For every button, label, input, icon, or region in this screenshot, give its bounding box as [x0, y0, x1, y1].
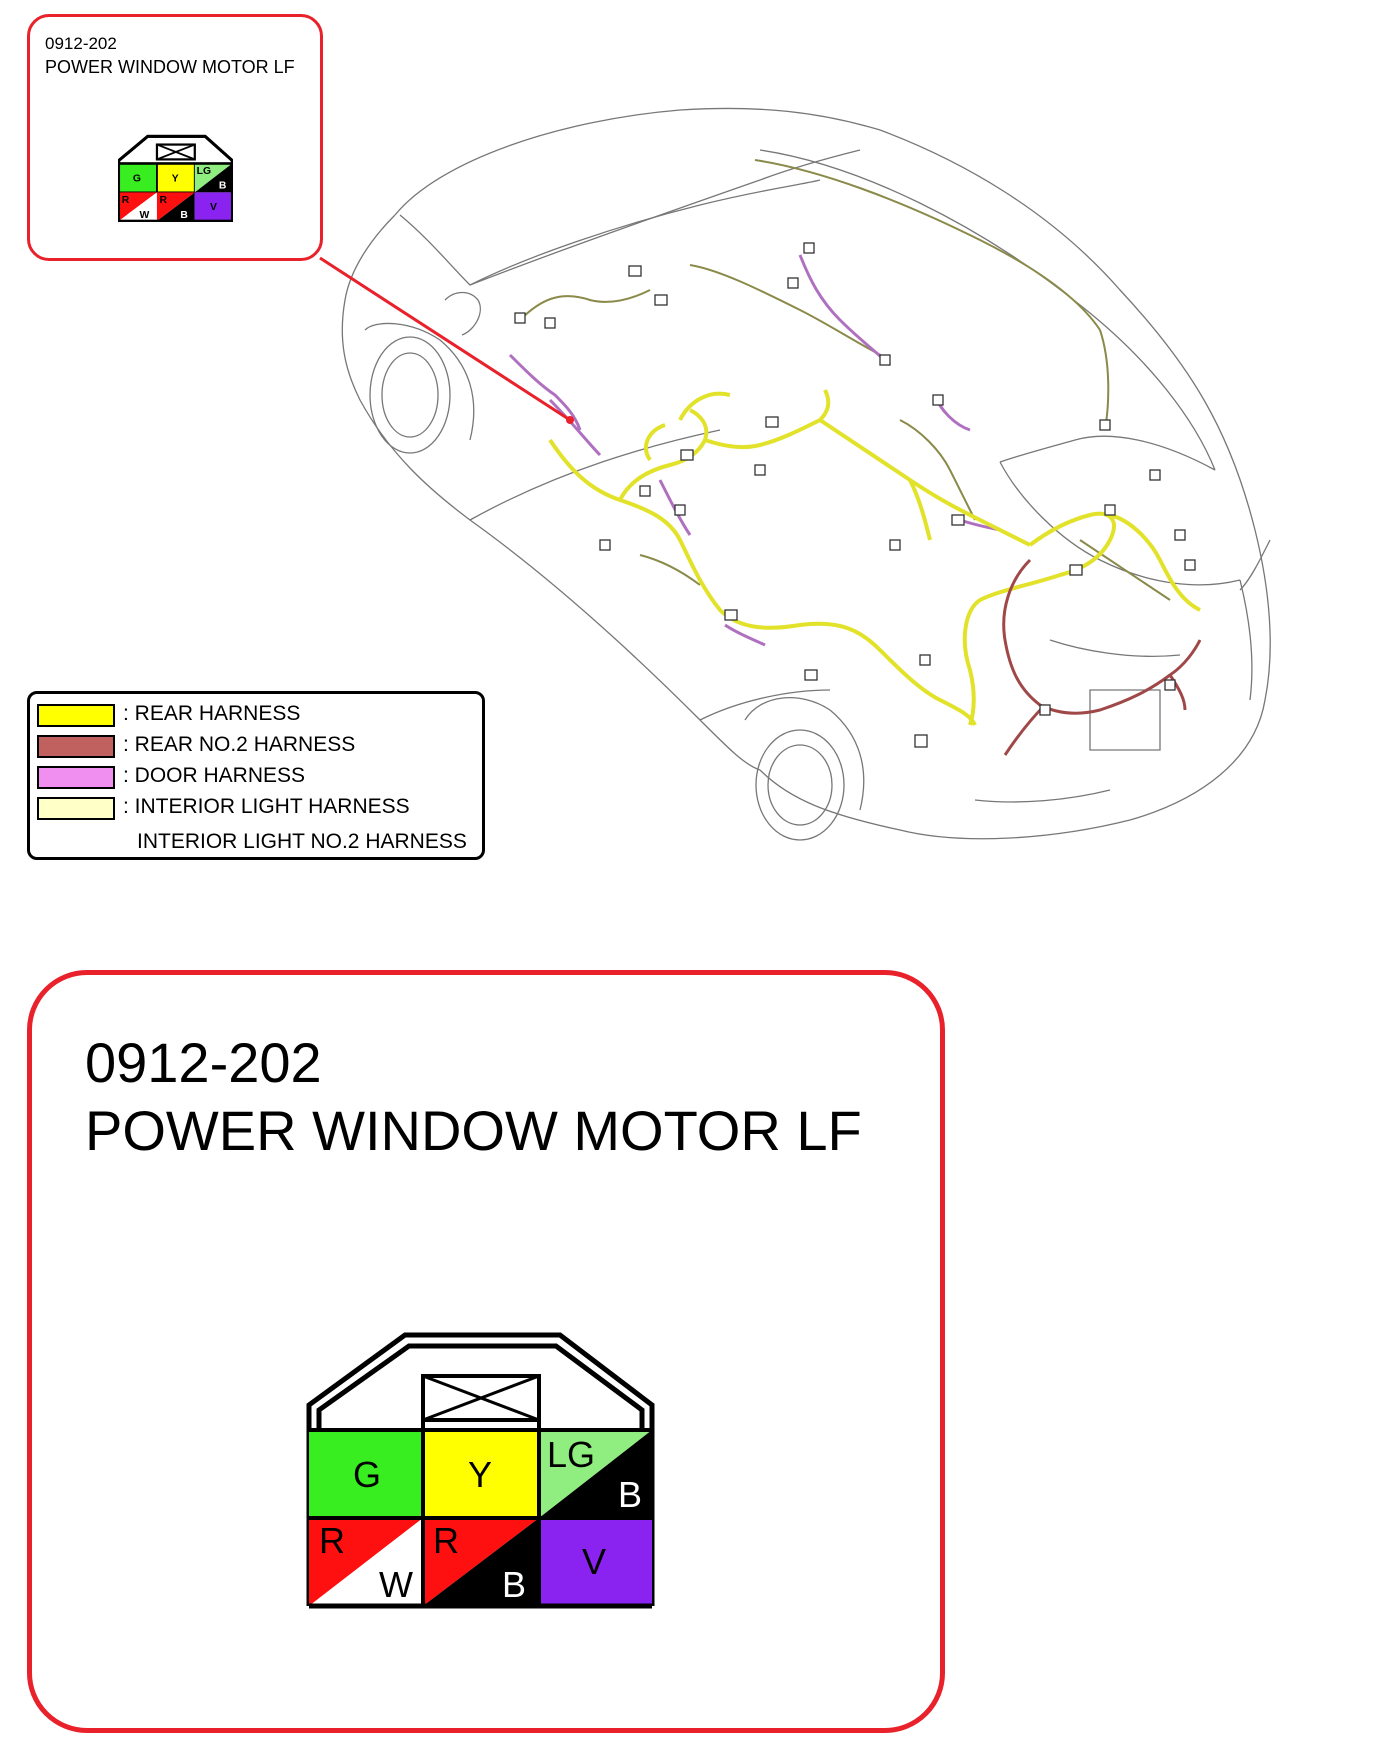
pin-label-rw-r: R — [319, 1520, 345, 1561]
connector-face-small-labels — [118, 125, 233, 222]
connector-code-small: 0912-202 — [45, 34, 117, 53]
small-pin-label-v: V — [210, 201, 217, 213]
pin-label-rb-r: R — [433, 1520, 459, 1561]
pin-label-rb-b: B — [502, 1564, 527, 1605]
connector-name-large: POWER WINDOW MOTOR LF — [85, 1099, 862, 1162]
connector-name-small: POWER WINDOW MOTOR LF — [45, 57, 295, 77]
small-pin-label-rw-r: R — [121, 195, 130, 207]
small-pin-label-rb-b: B — [180, 210, 188, 222]
pin-label-lg: LG — [547, 1434, 596, 1475]
small-pin-label-y: Y — [171, 173, 179, 185]
legend-label-door: : DOOR HARNESS — [123, 764, 306, 787]
connector-code-large: 0912-202 — [85, 1031, 322, 1094]
harness-legend — [27, 691, 485, 860]
connector-face-large — [305, 1310, 657, 1610]
pin-label-g: G — [353, 1454, 382, 1495]
legend-label-rear: : REAR HARNESS — [123, 702, 301, 725]
small-pin-label-rw-w: W — [139, 210, 150, 222]
legend-swatch-rear — [37, 704, 115, 727]
pin-label-lg-b: B — [618, 1474, 643, 1515]
legend-label-interior-light-no2: INTERIOR LIGHT NO.2 HARNESS — [137, 830, 467, 853]
legend-swatch-rear-no2 — [37, 735, 115, 758]
small-pin-label-rb-r: R — [159, 195, 168, 207]
legend-label-rear-no2: : REAR NO.2 HARNESS — [123, 733, 356, 756]
small-pin-label-lg: LG — [196, 166, 212, 178]
legend-swatch-door — [37, 766, 115, 789]
legend-swatch-interior-light — [37, 797, 115, 820]
legend-label-interior-light: : INTERIOR LIGHT HARNESS — [123, 795, 410, 818]
pin-label-v: V — [582, 1541, 607, 1582]
small-pin-label-lg-b: B — [218, 180, 227, 192]
pin-label-y: Y — [468, 1454, 493, 1495]
small-pin-label-g: G — [132, 173, 141, 185]
pin-label-rw-w: W — [379, 1564, 413, 1605]
